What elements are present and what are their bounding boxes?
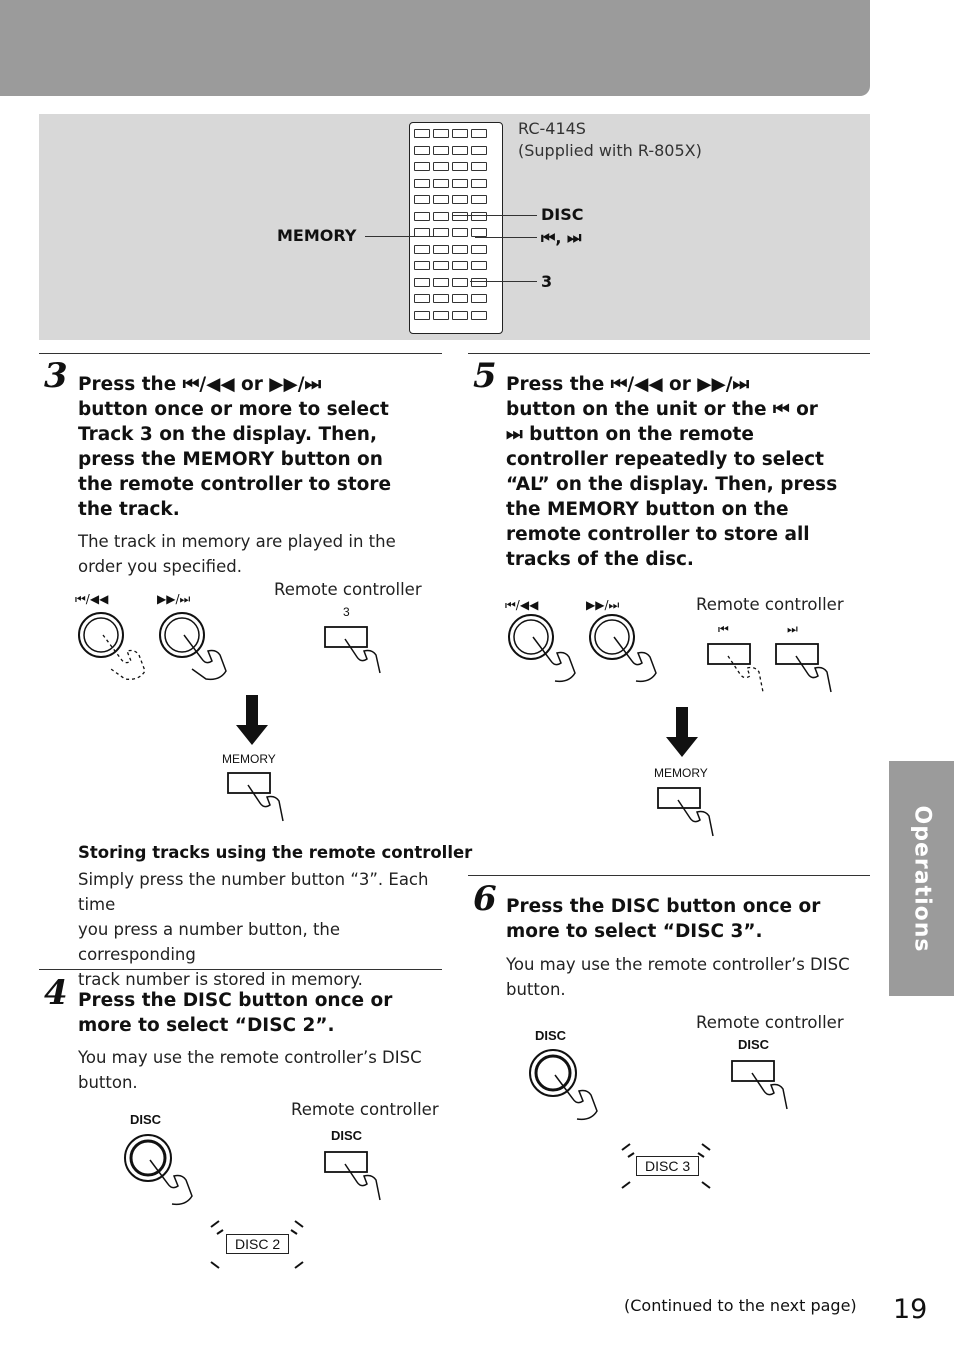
remote-key	[452, 278, 468, 287]
remote-key	[414, 146, 430, 155]
remote-key	[471, 311, 487, 320]
step-3-body-line: The track in memory are played in the	[78, 532, 396, 551]
remote-key	[471, 228, 487, 237]
remote-control-image	[409, 122, 503, 334]
remote-key	[452, 212, 468, 221]
step-3-subbody-line: track number is stored in memory.	[78, 970, 363, 989]
step-5-number: 5	[473, 356, 497, 396]
step-5-memory-label: MEMORY	[654, 766, 708, 780]
step-6-body-line: button.	[506, 980, 566, 999]
remote-key	[452, 228, 468, 237]
callout-skip-line	[475, 237, 537, 238]
step-6-title	[506, 894, 866, 944]
step-3-subheading: Storing tracks using the remote controller	[78, 843, 473, 862]
step-3-title-symbols: ⏮/◀◀ or ▶▶/⏭	[182, 374, 322, 395]
step-4-disc-unit-label: DISC	[130, 1112, 162, 1127]
step-4-title-line: more to select “DISC 2”.	[78, 1015, 335, 1036]
side-tab-label: Operations	[909, 805, 934, 952]
step-5-title	[506, 372, 866, 572]
step-3-body	[78, 529, 438, 579]
round-button-icon	[160, 613, 204, 657]
step-4-title	[78, 988, 438, 1038]
step-5-title-line: remote controller to store all	[506, 524, 810, 545]
step-6-body-line: You may use the remote controller’s DISC	[506, 955, 850, 974]
remote-key	[433, 261, 449, 270]
step-6-number: 6	[473, 879, 497, 919]
disc-key-icon	[732, 1061, 774, 1081]
remote-key	[471, 179, 487, 188]
step-5-btn-right-label: ▶▶/⏭	[586, 598, 620, 612]
step-5-title-line: button on the unit or the ⏮ or	[506, 399, 818, 420]
step-3-title	[78, 372, 438, 522]
remote-key	[452, 146, 468, 155]
remote-key	[471, 245, 487, 254]
remote-key	[433, 311, 449, 320]
remote-model-label: RC-414S	[518, 119, 586, 138]
remote-key	[471, 294, 487, 303]
remote-key	[433, 195, 449, 204]
round-button-icon	[79, 613, 123, 657]
callout-disc-line	[453, 215, 537, 216]
callout-memory-line	[365, 236, 445, 237]
step-3-subbody-line: Simply press the number button “3”. Each time	[78, 870, 429, 914]
step-3-number: 3	[44, 356, 68, 396]
remote-key	[471, 162, 487, 171]
remote-key	[433, 278, 449, 287]
step-6-remote-label: Remote controller	[696, 1013, 844, 1032]
remote-key	[433, 146, 449, 155]
remote-key	[452, 311, 468, 320]
remote-supplied-label: (Supplied with R-805X)	[518, 141, 702, 160]
round-button-icon	[509, 615, 553, 659]
remote-key	[414, 129, 430, 138]
step-5-title-symbols: ⏮/◀◀ or ▶▶/⏭	[610, 374, 750, 395]
remote-key	[452, 129, 468, 138]
step-5-title-line: “AL” on the display. Then, press	[506, 474, 838, 495]
step-4-figure	[115, 1130, 415, 1280]
header-bar	[0, 0, 870, 96]
step-3-title-line: press the MEMORY button on	[78, 449, 383, 470]
step-5-remote-label: Remote controller	[696, 595, 844, 614]
remote-key	[452, 294, 468, 303]
remote-key	[471, 212, 487, 221]
step-4-number: 4	[44, 973, 68, 1013]
step-3-title-line: button once or more to select	[78, 399, 389, 420]
arrow-down-icon	[666, 707, 698, 757]
remote-key-icon	[325, 627, 367, 647]
remote-key-icon	[776, 644, 818, 664]
disc-button-icon	[125, 1135, 171, 1181]
step-3-title-line: the track.	[78, 499, 180, 520]
remote-key	[414, 294, 430, 303]
remote-key	[414, 195, 430, 204]
disc-key-icon	[325, 1152, 367, 1172]
operations-side-tab	[889, 761, 954, 996]
step-4-body-line: button.	[78, 1073, 138, 1092]
remote-key	[433, 294, 449, 303]
remote-key	[414, 261, 430, 270]
callout-3: 3	[541, 272, 553, 291]
remote-key	[471, 195, 487, 204]
remote-key	[414, 179, 430, 188]
remote-key	[471, 261, 487, 270]
remote-key	[414, 278, 430, 287]
remote-key	[471, 129, 487, 138]
disc-3-display: DISC 3	[636, 1156, 699, 1176]
step-5-title-line: controller repeatedly to select	[506, 449, 824, 470]
remote-key-icon	[708, 644, 750, 664]
round-button-icon	[590, 615, 634, 659]
callout-3-line	[470, 281, 537, 282]
step-4-disc-remote-label: DISC	[331, 1128, 363, 1143]
memory-key-icon	[228, 773, 270, 793]
remote-key	[414, 212, 430, 221]
remote-key	[452, 261, 468, 270]
step-3-subbody-line: you press a number button, the corresponding	[78, 920, 341, 964]
remote-key	[452, 162, 468, 171]
step-5-rc-left-label: ⏮	[718, 622, 729, 636]
step-4-remote-label: Remote controller	[291, 1100, 439, 1119]
step-3-title-line: Track 3 on the display. Then,	[78, 424, 377, 445]
step-6-disc-unit-label: DISC	[535, 1028, 567, 1043]
step-4-body-line: You may use the remote controller’s DISC	[78, 1048, 422, 1067]
step-3-btn-right-label: ▶▶/⏭	[157, 592, 191, 606]
step-6-title-line: Press the DISC button once or	[506, 896, 821, 917]
rule-step5	[468, 353, 870, 354]
callout-memory: MEMORY	[277, 226, 357, 245]
memory-key-icon	[658, 788, 700, 808]
step-3-subbody	[78, 867, 443, 992]
step-5-rc-right-label: ⏭	[787, 622, 798, 636]
step-3-title-prefix: Press the	[78, 374, 177, 395]
callout-skip-buttons: ⏮, ⏭	[541, 228, 582, 247]
rule-step3	[39, 353, 442, 354]
step-3-remote-label: Remote controller	[274, 580, 422, 599]
remote-key	[471, 146, 487, 155]
callout-disc: DISC	[541, 205, 584, 224]
remote-key	[452, 179, 468, 188]
remote-key	[433, 245, 449, 254]
remote-key	[414, 162, 430, 171]
step-5-btn-left-label: ⏮/◀◀	[505, 598, 539, 612]
disc-button-icon	[530, 1050, 576, 1096]
step-3-btn-left-label: ⏮/◀◀	[75, 592, 109, 606]
continued-note: (Continued to the next page)	[624, 1296, 857, 1315]
remote-key	[433, 162, 449, 171]
remote-key	[414, 245, 430, 254]
remote-key	[433, 212, 449, 221]
remote-key	[452, 245, 468, 254]
step-5-title-line: tracks of the disc.	[506, 549, 694, 570]
step-5-title-line: ⏭ button on the remote	[506, 424, 754, 445]
step-6-title-line: more to select “DISC 3”.	[506, 921, 763, 942]
remote-key	[414, 311, 430, 320]
step-4-body	[78, 1045, 438, 1095]
step-4-title-line: Press the DISC button once or	[78, 990, 393, 1011]
disc-2-display: DISC 2	[226, 1234, 289, 1254]
remote-key	[471, 278, 487, 287]
step-3-figure	[70, 605, 410, 835]
step-3-key-label: 3	[343, 605, 350, 619]
step-6-body	[506, 952, 866, 1002]
step-3-memory-label: MEMORY	[222, 752, 276, 766]
remote-key	[433, 129, 449, 138]
step-3-body-line: order you specified.	[78, 557, 242, 576]
step-5-title-line: the MEMORY button on the	[506, 499, 789, 520]
rule-step6	[468, 875, 870, 876]
step-5-title-prefix: Press the	[506, 374, 605, 395]
remote-key	[452, 195, 468, 204]
step-6-disc-remote-label: DISC	[738, 1037, 770, 1052]
page-number: 19	[893, 1294, 928, 1325]
step-3-title-line: the remote controller to store	[78, 474, 392, 495]
step-5-figure	[500, 612, 860, 842]
remote-key	[433, 179, 449, 188]
arrow-down-icon	[236, 695, 268, 745]
